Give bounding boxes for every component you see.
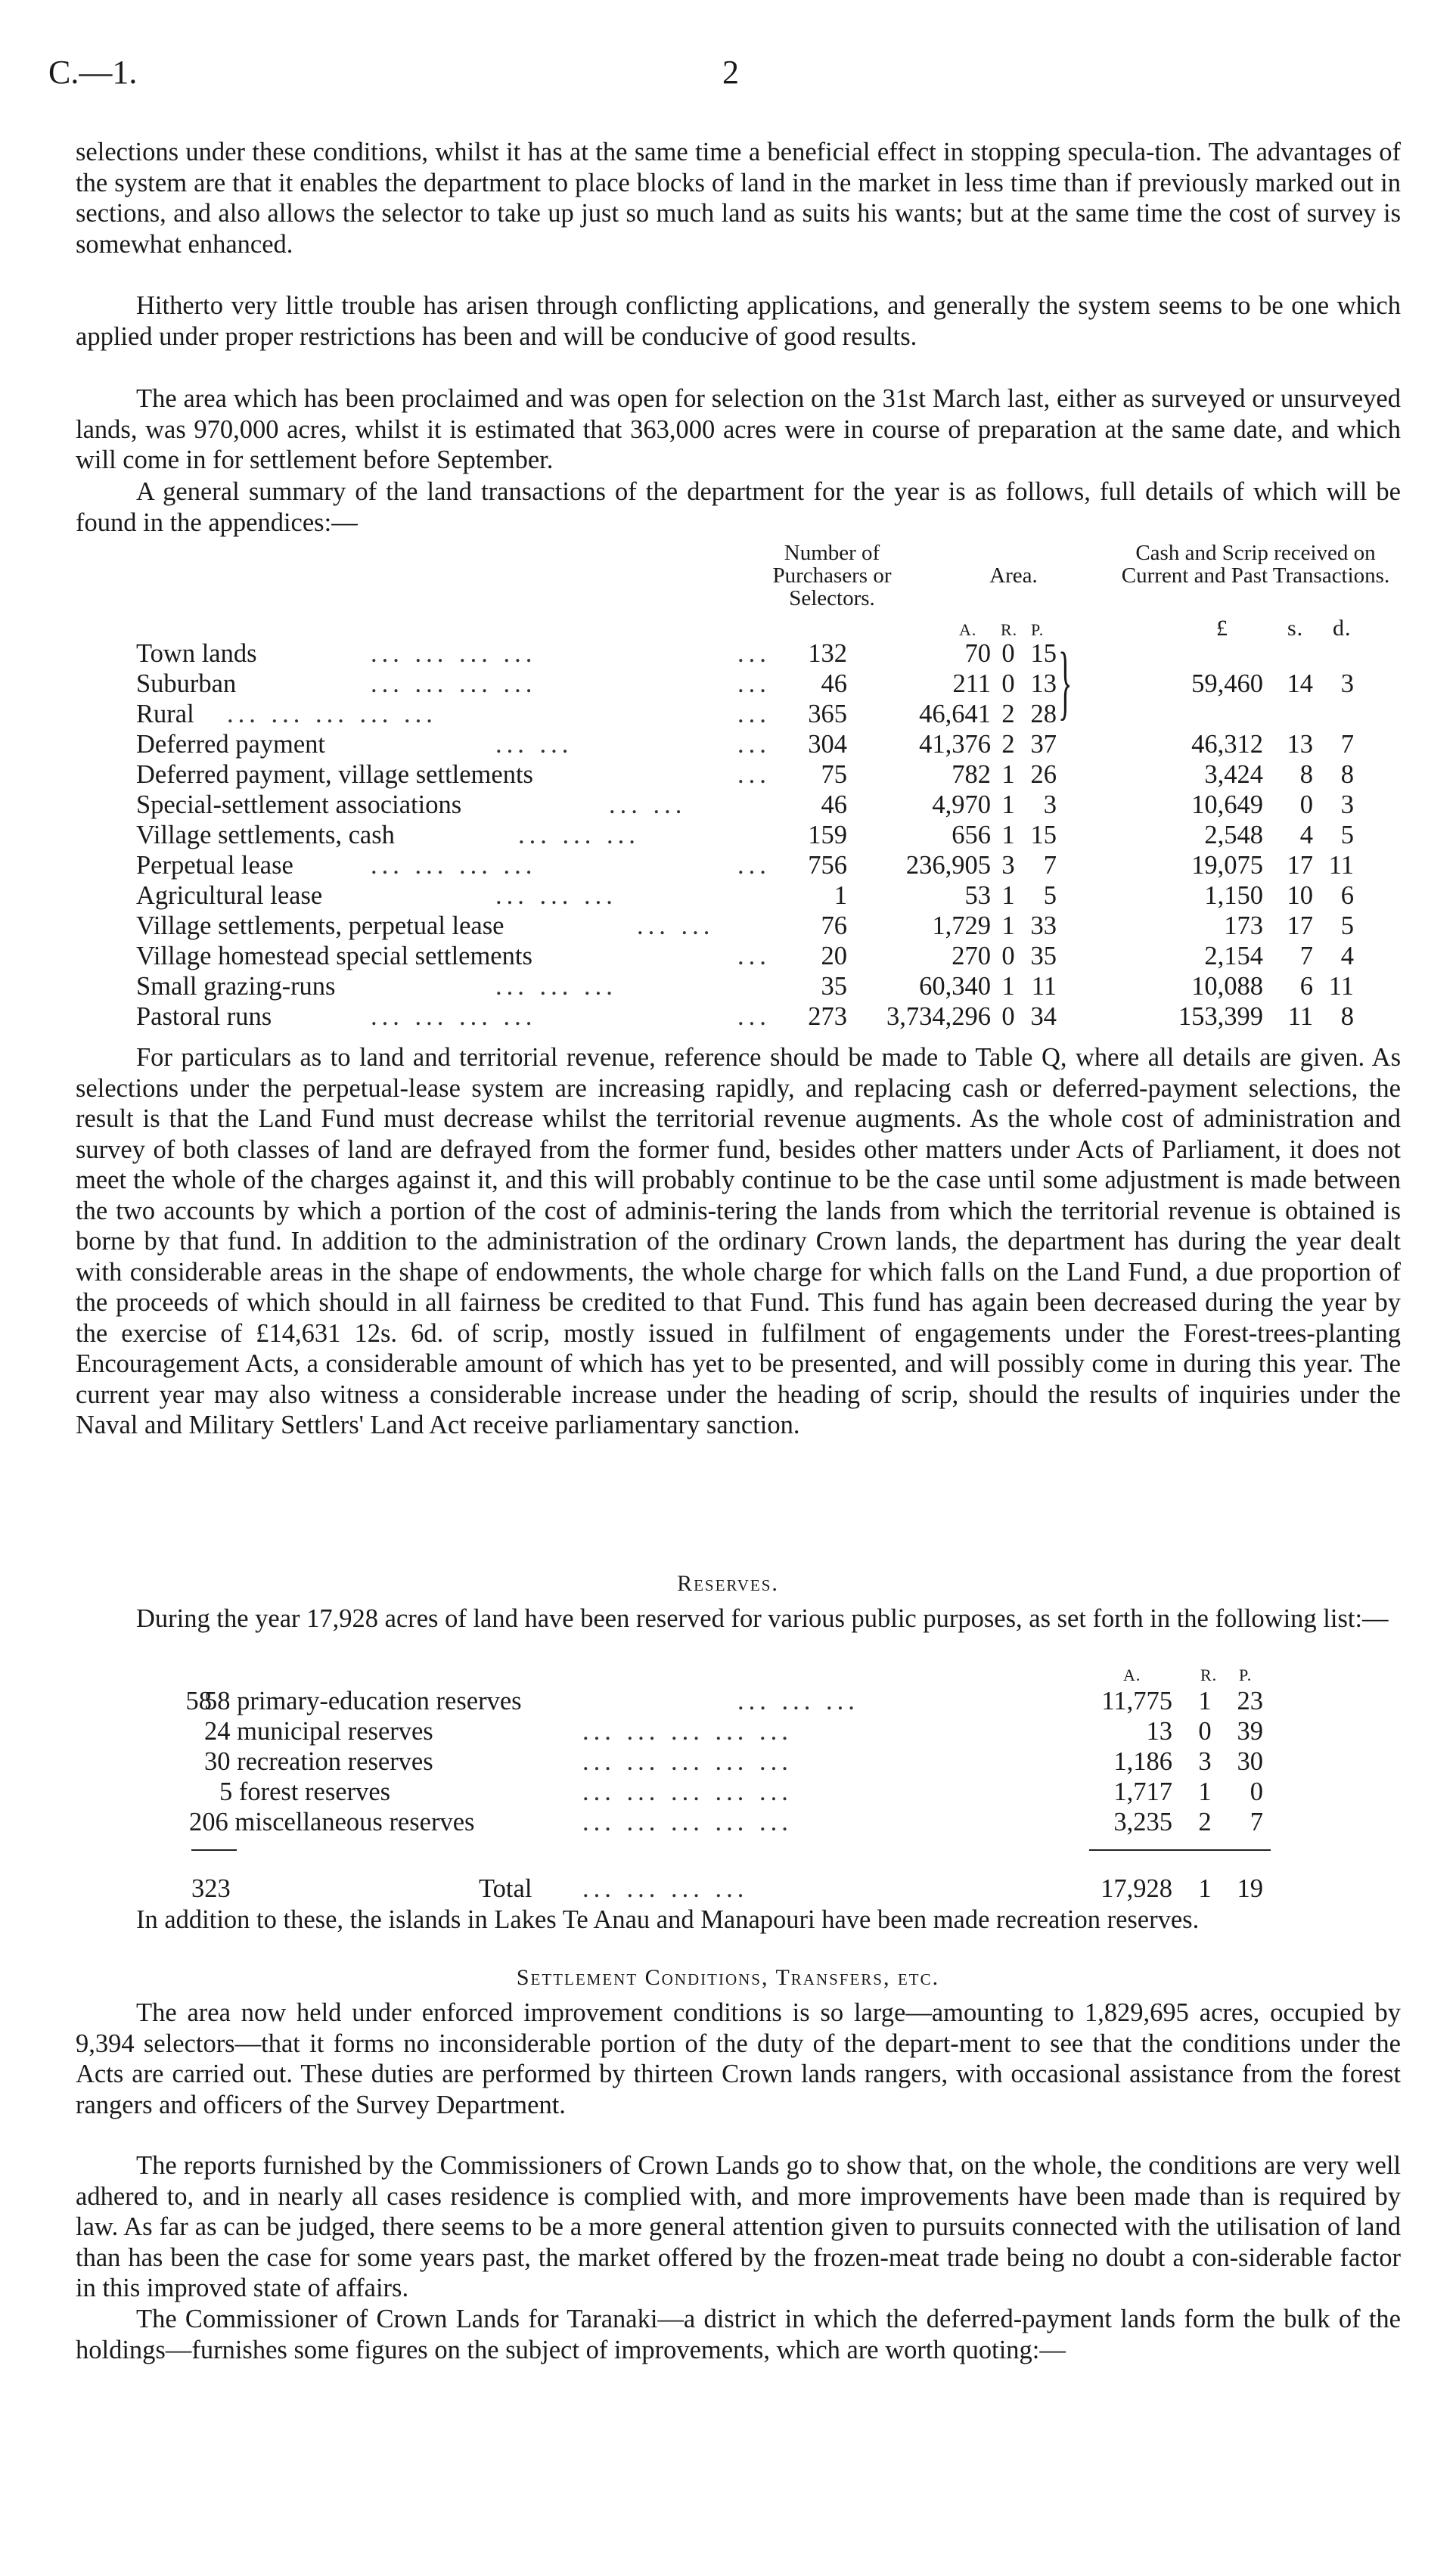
reserves-unit-perches: P. <box>1239 1666 1253 1684</box>
paragraph-5: For particulars as to land and territorial revenue, reference should be made to Table Q, where all details are given. As selections under the perpetual-lease system are increasing rapidly, and replacing cash or deferred-payment selections, the result is that the Land Fund must decrease whilst the territorial revenue augments. As the whole cost of administration and survey of both classes of land are defrayed from the former fund, besides other matters under Acts of Parliament, it does not meet the whole of the charges against it, and this will probably continue to be the case until some adjustment is made between the two accounts by which a portion of the cost of adminis-tering the lands from which the territorial revenue is obtained is borne by that fund. In addition to the administration of the ordinary Crown lands, the department has during the year dealt with considerable areas in the shape of endowments, the whole charge for which falls on the Land Fund, a due proportion of the proceeds of which should in all fairness be credited to that Fund. This fund has again been decreased during the year by the exercise of £14,631 12s. 6d. of scrip, mostly issued in fulfilment of engagements under the Forest-trees-planting Encouragement Acts, a considerable amount of which has yet to be presented, and will possibly come in during this year. The current year may also witness a considerable increase under the heading of scrip, should the results of inquiries under the Naval and Military Settlers' Land Act receive parliamentary sanction. <box>76 1043 1401 1439</box>
reserves-unit-roods: R. <box>1200 1666 1218 1684</box>
brace-icon: } <box>1058 635 1073 728</box>
paragraph-4: A general summary of the land transactions of the department for the year is as follows, full details of which will be found in the appendices:— <box>76 477 1401 537</box>
col-header-cash: Cash and Scrip received on Current and Past Transactions. <box>1121 541 1390 588</box>
unit-pence: d. <box>1333 616 1352 641</box>
total-rule <box>1089 1849 1271 1851</box>
document-page: C.—1. 2 selections under these conditions, whilst it has at the same time a beneficial effect in stopping specula-tion. The advantages of the system are that it enables the department to place blocks of land in the market in less time than if previously marked out in sections, and also allows the selector to take up just so much land as suits his wants; but at the same time the cost of survey is somewhat enhanced. Hitherto very little trouble has arisen through conflicting applications, and generally the system seems to be one which applied under proper restrictions has been and will be conducive of good results. The area which has been proclaimed and was open for selection on the 31st March last, either as surveyed or unsurveyed lands, was 970,000 acres, whilst it is estimated that 363,000 acres were in course of preparation at the same date, and which will come in for settlement before September. A general summary of the land transactions of the department for the year is as follows, full details of which will be found in the appendices:— Number of Purchasers or Selectors. Area. Cash and Scrip received on Current and Past Transactions. A. R. P. £ s. d. Town lands ... ... ... ... ... 132 70 0 15 Suburban ... ... ... ... ... 46 211 0 13 59,460 14 3 Rural ... ... ... ... ... ... 365 46,641 2 28 } Deferred payment ... ... ... 304 41,376 2 37 46,312 13 7 Deferred payment, village settlements ... 75 782 1 26 3,424 8 8 Special-settlement associations ... ... 46 4,970 1 3 10,649 0 3 Village settlements, cash ... ... ... 159 656 1 15 2,548 4 5 Perpetual lease ... ... ... ... ... 756 236,905 3 7 19,075 17 11 Agricultural lease ... ... ... 1 53 1 5 1,150 10 6 Village settlements, perpetual lease ... ... 76 1,729 1 33 173 17 5 Village homestead special settlements ... 20 270 0 35 2,154 7 4 Small grazing-runs ... ... ... 35 60,340 1 11 10,088 6 11 Pastoral runs ... ... ... ... ... 273 3,734,296 0 34 153,399 11 8 For particulars as to land and territorial revenue, reference should be made to Table Q, where all details are given. As selections under the perpetual-lease system are increasing rapidly, and replacing cash or deferred-payment selections, the result is that the Land Fund must decrease whilst the territorial revenue augments. As the whole cost of administration and survey of both classes of land are defrayed from the former fund, besides other matters under Acts of Parliament, it does not meet the whole of the charges against it, and this will probably continue to be the case until some adjustment is made between the two accounts by which a portion of the cost of adminis-tering the lands from which the territorial revenue is obtained is borne by that fund. In addition to the administration of the ordinary Crown lands, the department has during the year dealt with considerable areas in the shape of endowments, the whole charge for which falls on the Land Fund, a due proportion of the proceeds of which should in all fairness be credited to that Fund. This fund has again been decreased during the year by the exercise of £14,631 12s. 6d. of scrip, mostly issued in fulfilment of engagements under the Forest-trees-planting Encouragement Acts, a considerable amount of which has yet to be presented, and will possibly come in during this year. The current year may also witness a considerable increase under the heading of scrip, should the results of inquiries under the Naval and Military Settlers' Land Act receive parliamentary sanction. Reserves. During the year 17,928 acres of land have been reserved for various public purposes, as set forth in the following list:— A. R. P. 58 58 primary-education reserves ... ... ... 11,775 1 23 24 municipal reserves ... ... ... ... ... 13 0 39 30 recreation reserves ... ... ... ... ... 1,186 3 30 5 forest reserves ... ... ... ... ... 1,717 1 0 206 miscellaneous reserves ... ... ... ... ... 3,235 2 7 323 Total ... ... ... ... 17,928 1 19 In addition to these, the islands in Lakes Te Anau and Manapouri have been made recreation reserves. Settlement Conditions, Transfers, etc. The area now held under enforced improvement conditions is so large—amounting to 1,829,695 acres, occupied by 9,394 selectors—that it forms no inconsiderable portion of the duty of the depart-ment to see that the conditions under the Acts are carried out. These duties are performed by thirteen Crown lands rangers, with occasional assistance from the forest rangers and officers of the Survey Department. The reports furnished by the Commissioners of Crown Lands go to show that, on the whole, the conditions are very well adhered to, and in nearly all cases residence is complied with, and more improvements have been made than is required by law. As far as can be judged, there seems to be a more general attention given to pursuits connected with the utilisation of land than has been the case for some years past, the market offered by the frozen-meat trade being no doubt a con-siderable factor in this improved state of affairs. The Commissioner of Crown Lands for Taranaki—a district in which the deferred-payment lands form the bulk of the holdings—furnishes some figures on the subject of improvements, which are worth quoting:— <box>0 0 1456 2555</box>
paragraph-1: selections under these conditions, whilst it has at the same time a beneficial effect in stopping specula-tion. The advantages of the system are that it enables the department to place blocks of land in the market in less time than if previously marked out in sections, and also allows the selector to take up just so much land as suits his wants; but at the same time the cost of survey is somewhat enhanced. <box>76 138 1401 259</box>
unit-shillings: s. <box>1287 616 1304 641</box>
unit-roods: R. <box>1001 620 1018 639</box>
paragraph-9: The reports furnished by the Commissioners of Crown Lands go to show that, on the whole, the conditions are very well adhered to, and in nearly all cases residence is complied with, and more improvements have been made than is required by law. As far as can be judged, there seems to be a more general attention given to pursuits connected with the utilisation of land than has been the case for some years past, the market offered by the frozen-meat trade being no doubt a con-siderable factor in this improved state of affairs. <box>76 2151 1401 2302</box>
unit-acres: A. <box>959 620 977 639</box>
reserves-unit-acres: A. <box>1123 1666 1141 1684</box>
paragraph-6: During the year 17,928 acres of land have been reserved for various public purposes, as set forth in the following list:— <box>136 1604 1389 1633</box>
count-rule <box>191 1849 237 1851</box>
col-header-area: Area. <box>989 563 1038 588</box>
paragraph-2: Hitherto very little trouble has arisen through conflicting applications, and generally the system seems to be one which applied under proper restrictions has been and will be conducive of good results. <box>76 291 1401 351</box>
reserves-heading: Reserves. <box>677 1571 779 1596</box>
paragraph-3: The area which has been proclaimed and was open for selection on the 31st March last, either as surveyed or unsurveyed lands, was 970,000 acres, whilst it is estimated that 363,000 acres were in course of preparation at the same date, and which will come in for settlement before September. <box>76 384 1401 474</box>
unit-pounds: £ <box>1216 616 1228 641</box>
page-number: 2 <box>722 54 739 91</box>
paragraph-10: The Commissioner of Crown Lands for Taranaki—a district in which the deferred-payment lands form the bulk of the holdings—furnishes some figures on the subject of improvements, which are worth quoting:— <box>76 2305 1401 2364</box>
settlement-heading: Settlement Conditions, Transfers, etc. <box>516 1965 940 1990</box>
unit-perches: P. <box>1031 620 1045 639</box>
col-header-purchasers: Number of Purchasers or Selectors. <box>772 541 892 610</box>
paragraph-8: The area now held under enforced improvement conditions is so large—amounting to 1,829,695 acres, occupied by 9,394 selectors—that it forms no inconsiderable portion of the duty of the depart-ment to see that the conditions under the Acts are carried out. These duties are performed by thirteen Crown lands rangers, with occasional assistance from the forest rangers and officers of the Survey Department. <box>76 1998 1401 2119</box>
report-code: C.—1. <box>48 54 138 91</box>
paragraph-7: In addition to these, the islands in Lakes Te Anau and Manapouri have been made recreation reserves. <box>136 1905 1200 1934</box>
